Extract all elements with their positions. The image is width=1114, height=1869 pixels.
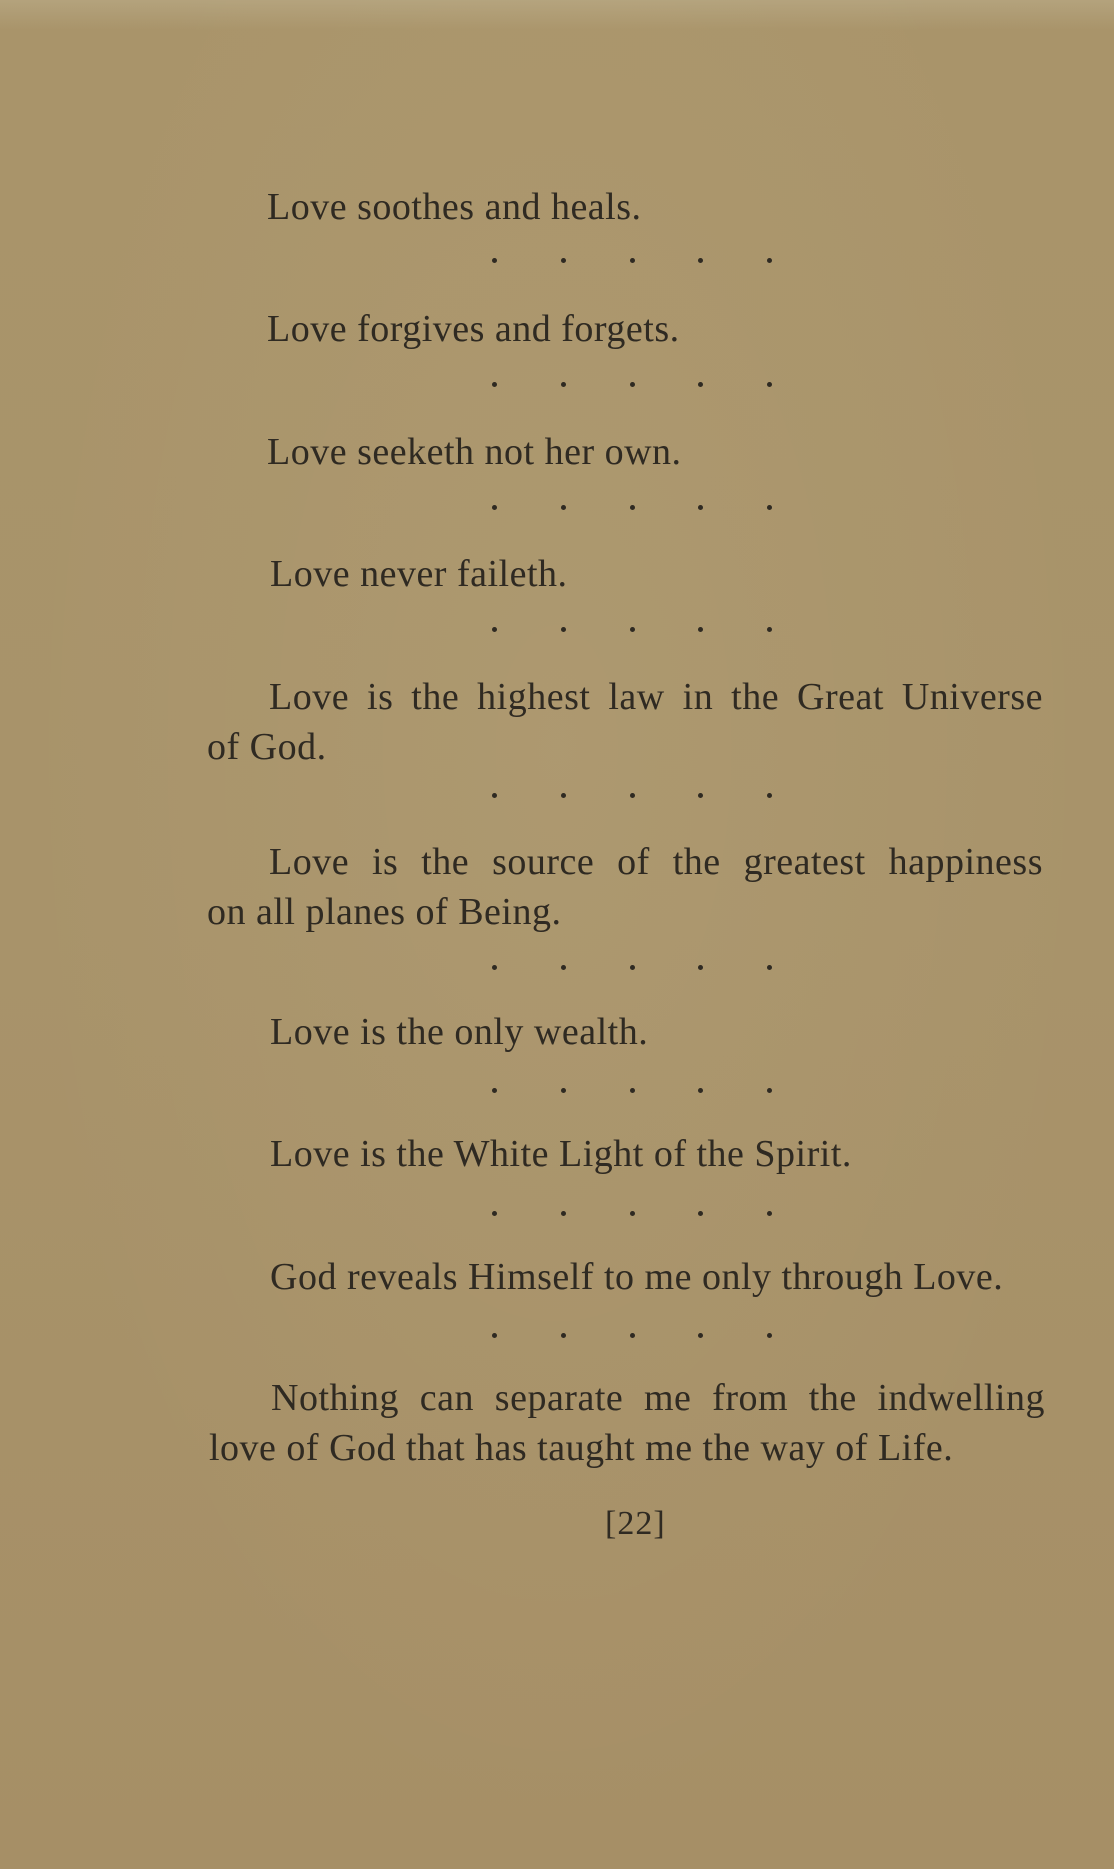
verse-line: Love soothes and heals. [267,186,642,228]
paragraph-line: Nothing can separate me from the indwelling [271,1377,1045,1419]
separator-dots [492,793,772,805]
verse-line: Love is the only wealth. [270,1011,649,1053]
verse-paragraph [209,1373,1045,1473]
paragraph-line: love of God that has taught me the way of Life. [209,1427,954,1469]
separator-dots [492,1088,772,1100]
paragraph-line: Love is the source of the greatest happiness [269,841,1043,883]
verse-line: Love seeketh not her own. [267,431,682,473]
verse-line: God reveals Himself to me only through Love. [270,1256,1004,1298]
separator-dots [492,965,772,977]
separator-dots [492,1211,772,1223]
verse-line: Love is the White Light of the Spirit. [270,1133,852,1175]
separator-dots [492,627,772,639]
verse-line: Love never faileth. [270,553,568,595]
page-number: [22] [605,1505,666,1542]
separator-dots [492,382,772,394]
separator-dots [492,505,772,517]
paragraph-line: of God. [207,726,327,768]
verse-paragraph [207,837,1043,937]
paragraph-line: on all planes of Being. [207,891,562,933]
verse-line: Love forgives and forgets. [267,308,680,350]
verse-paragraph [207,672,1043,772]
page-edge [0,0,1114,30]
paragraph-line: Love is the highest law in the Great Universe [269,676,1043,718]
separator-dots [492,1333,772,1345]
separator-dots [492,258,772,270]
